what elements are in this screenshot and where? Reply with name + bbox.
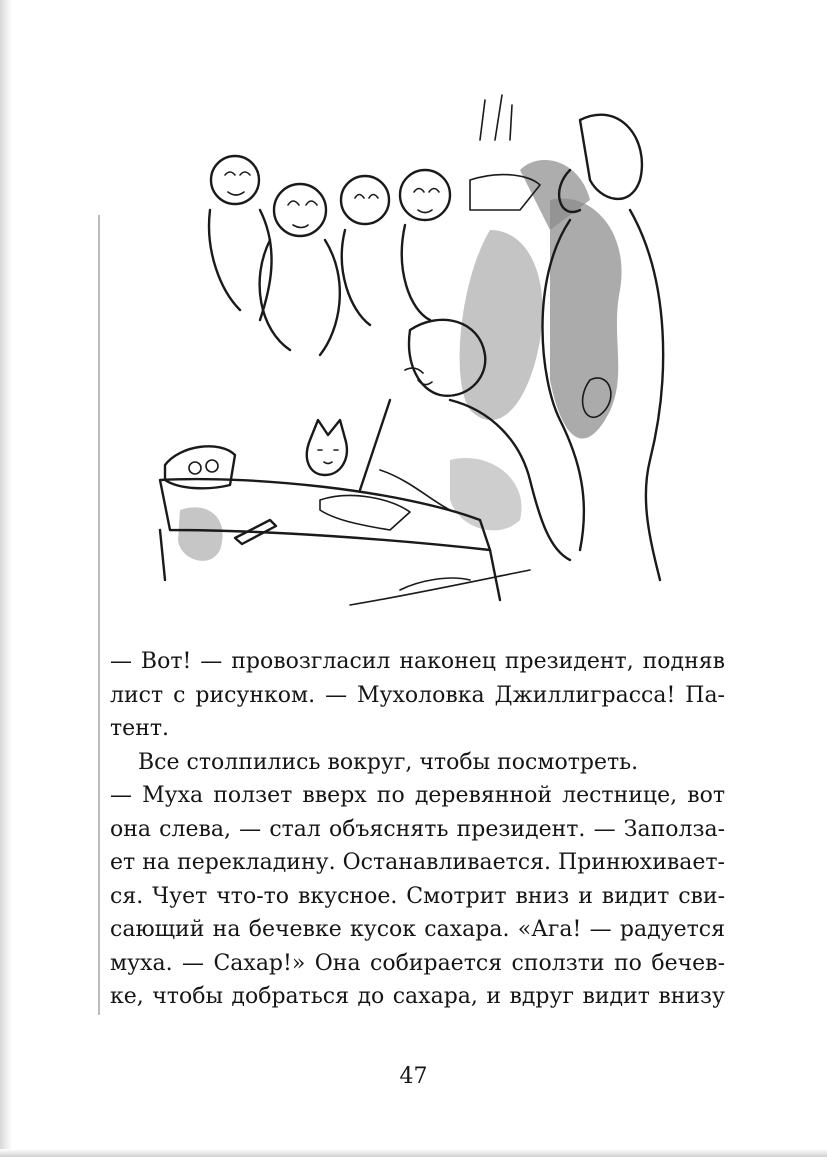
text-line: — Муха ползет вверх по деревянной лестнице, вот [110, 783, 725, 808]
text-line: ет на перекладину. Останавливается. Принюхивает- [110, 850, 725, 875]
paragraph [110, 779, 725, 1014]
paragraph [110, 746, 725, 780]
bottom-edge [0, 1149, 827, 1157]
body-text [110, 645, 725, 1014]
text-line: ся. Чует что-то вкусное. Смотрит вниз и видит сви- [110, 883, 725, 909]
illustration [150, 80, 710, 620]
margin-rule [98, 215, 100, 1015]
text-line: тент. [110, 716, 170, 741]
text-line: муха. — Сахар!» Она собирается сползти по бечев- [110, 950, 725, 976]
text-line: — Вот! — провозгласил наконец президент, подняв [110, 649, 725, 674]
grey-wash [178, 160, 622, 561]
text-line: сающий на бечевке кусок сахара. «Ага! — радуется [110, 917, 725, 942]
text-line: лист с рисунком. — Мухоловка Джиллиграсса! Па- [110, 682, 725, 708]
paragraph [110, 645, 725, 746]
page-number: 47 [399, 1064, 428, 1089]
text-line: она слева, — стал объяснять президент. — Заполза- [110, 816, 725, 842]
cat [307, 420, 347, 475]
text-line: Все столпились вокруг, чтобы посмотреть. [138, 749, 639, 775]
gutter-shadow [0, 0, 12, 1157]
text-line: ке, чтобы добраться до сахара, и вдруг видит внизу [110, 984, 725, 1009]
